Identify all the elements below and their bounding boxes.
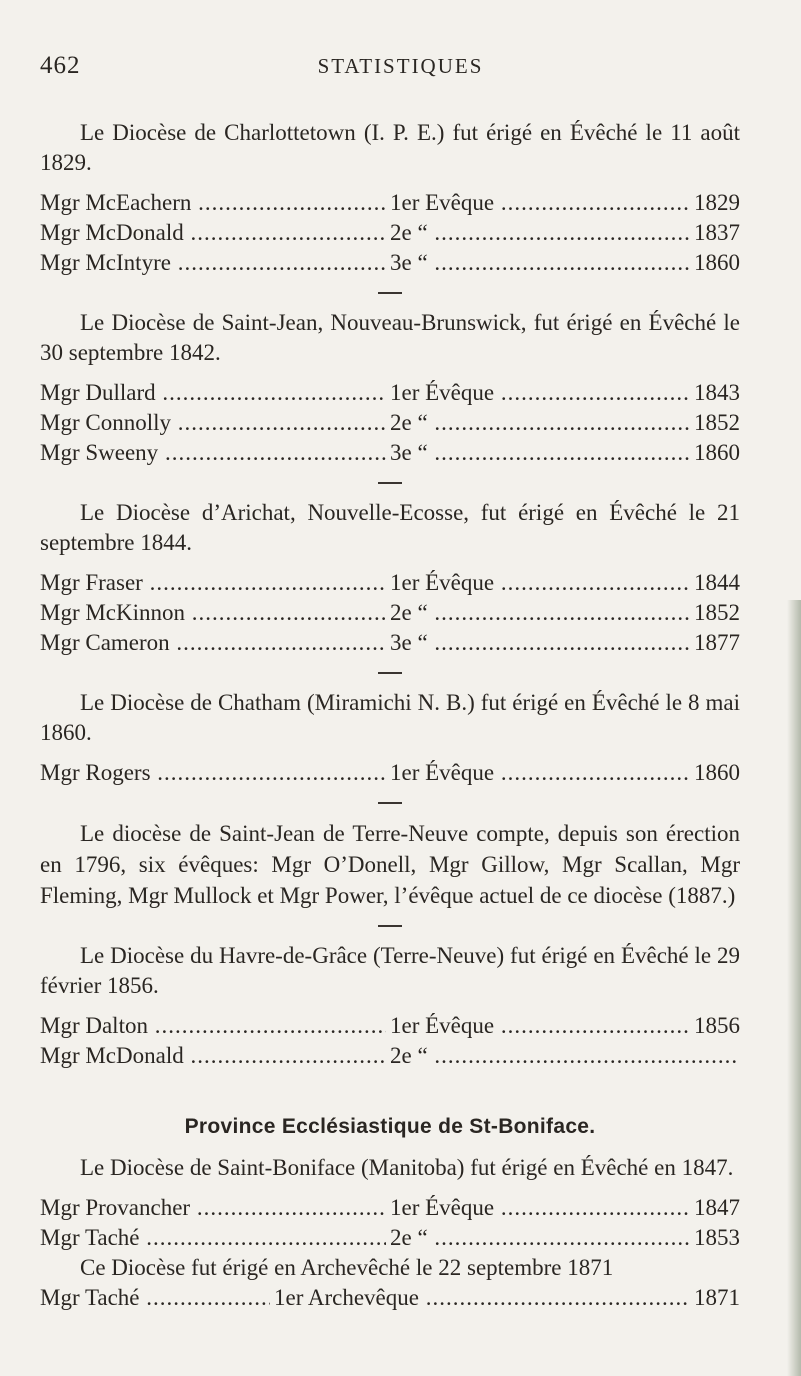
- section-divider: [378, 802, 402, 804]
- bishop-row: [40, 188, 740, 218]
- bishop-year: 1860: [694, 440, 740, 465]
- section-divider: [378, 672, 402, 674]
- page-number: 462: [40, 52, 81, 79]
- bishop-name: Mgr Rogers .....: [40, 758, 386, 788]
- section-intro: Le Diocèse de Chatham (Miramichi N. B.) fut érigé en Évêché le 8 mai 1860.: [40, 690, 740, 745]
- bishop-row: [40, 758, 740, 788]
- bishop-year: 1860: [694, 250, 740, 275]
- bishop-name: Mgr Taché .....: [40, 1223, 386, 1253]
- bishop-name: Mgr Provancher .....: [40, 1193, 386, 1223]
- bishop-year: 1829: [694, 190, 740, 215]
- province-title: Province Ecclésiastique de St-Boniface.: [184, 1115, 596, 1138]
- bishop-name: Mgr Cameron .....: [40, 628, 386, 658]
- bishop-title: 3e “ .....: [386, 248, 690, 278]
- archbishop-name: Mgr Taché .....: [40, 1283, 270, 1313]
- bishop-title: 2e “ .....: [386, 218, 690, 248]
- bishop-name: Mgr McDonald .....: [40, 218, 386, 248]
- page-content: [40, 118, 740, 1313]
- bishop-year: 1844: [694, 570, 740, 595]
- bishop-row: [40, 1011, 740, 1041]
- running-title: STATISTIQUES: [317, 54, 484, 78]
- bishop-row: [40, 628, 740, 658]
- section-paragraph: Le diocèse de Saint-Jean de Terre-Neuve compte, depuis son érection en 1796, six évêques: Mgr O’Donell, Mgr Gillow, Mgr Scallan, Mgr Fleming, Mgr Mullock et Mgr Power, l’évêque actuel de ce diocèse (1887.): [40, 821, 740, 908]
- bishop-title: 1er Évêque .....: [386, 1193, 690, 1223]
- bishop-row: [40, 248, 740, 278]
- bishop-year: 1856: [694, 1013, 740, 1038]
- section-intro: Le Diocèse du Havre-de-Grâce (Terre-Neuve) fut érigé en Évêché le 29 février 1856.: [40, 943, 740, 998]
- bishop-row: [40, 1223, 740, 1253]
- section-intro: Le Diocèse d’Arichat, Nouvelle-Ecosse, fut érigé en Évêché le 21 septembre 1844.: [40, 500, 740, 555]
- archbishop-year: 1871: [694, 1285, 740, 1310]
- archbishop-title: 1er Archevêque .....: [270, 1283, 690, 1313]
- bishop-name: Mgr McIntyre .....: [40, 248, 386, 278]
- bishop-name: Mgr Dullard .....: [40, 378, 386, 408]
- section-divider: [378, 292, 402, 294]
- bishop-year: 1853: [694, 1225, 740, 1250]
- archbishop-row: [40, 1283, 740, 1313]
- bishop-title: 2e “ .....: [386, 1223, 690, 1253]
- bishop-title: 3e “ .....: [386, 438, 690, 468]
- section-divider: [378, 482, 402, 484]
- bishop-row: [40, 378, 740, 408]
- bishop-row: [40, 598, 740, 628]
- page-header: [40, 52, 761, 82]
- bishop-row: [40, 1193, 740, 1223]
- bishop-year: 1837: [694, 220, 740, 245]
- bishop-year: 1860: [694, 760, 740, 785]
- bishop-title: 1er Évêque .....: [386, 1011, 690, 1041]
- bishop-title: 1er Evêque .....: [386, 188, 690, 218]
- page-edge-shadow: [787, 600, 801, 1376]
- bishop-name: Mgr McEachern .....: [40, 188, 386, 218]
- bishop-title: 1er Évêque .....: [386, 758, 690, 788]
- section-intro: Le Diocèse de Saint-Jean, Nouveau-Brunswick, fut érigé en Évêché le 30 septembre 1842.: [40, 310, 740, 365]
- section-intro: Le Diocèse de Saint-Boniface (Manitoba) fut érigé en Évêché en 1847.: [80, 1155, 734, 1180]
- bishop-name: Mgr McDonald .....: [40, 1041, 386, 1071]
- bishop-row: [40, 438, 740, 468]
- bishop-title: 2e “ .....: [386, 408, 690, 438]
- bishop-title: 3e “ .....: [386, 628, 690, 658]
- bishop-row: [40, 1041, 740, 1071]
- bishop-name: Mgr Fraser .....: [40, 568, 386, 598]
- bishop-name: Mgr Sweeny .....: [40, 438, 386, 468]
- bishop-row: [40, 218, 740, 248]
- bishop-year: 1852: [694, 600, 740, 625]
- bishop-year: 1843: [694, 380, 740, 405]
- archdiocese-note: Ce Diocèse fut érigé en Archevêché le 22 septembre 1871: [80, 1255, 614, 1280]
- bishop-year: 1852: [694, 410, 740, 435]
- bishop-row: [40, 408, 740, 438]
- bishop-title: 1er Évêque .....: [386, 568, 690, 598]
- bishop-year: 1877: [694, 630, 740, 655]
- bishop-title: 2e “ .....: [386, 598, 690, 628]
- section-intro: Le Diocèse de Charlottetown (I. P. E.) fut érigé en Évêché le 11 août 1829.: [40, 120, 740, 175]
- bishop-title: 2e “ .....: [386, 1041, 736, 1071]
- bishop-title: 1er Évêque .....: [386, 378, 690, 408]
- bishop-row: [40, 568, 740, 598]
- bishop-name: Mgr Connolly .....: [40, 408, 386, 438]
- bishop-year: 1847: [694, 1195, 740, 1220]
- bishop-name: Mgr McKinnon .....: [40, 598, 386, 628]
- section-divider: [378, 925, 402, 927]
- bishop-name: Mgr Dalton .....: [40, 1011, 386, 1041]
